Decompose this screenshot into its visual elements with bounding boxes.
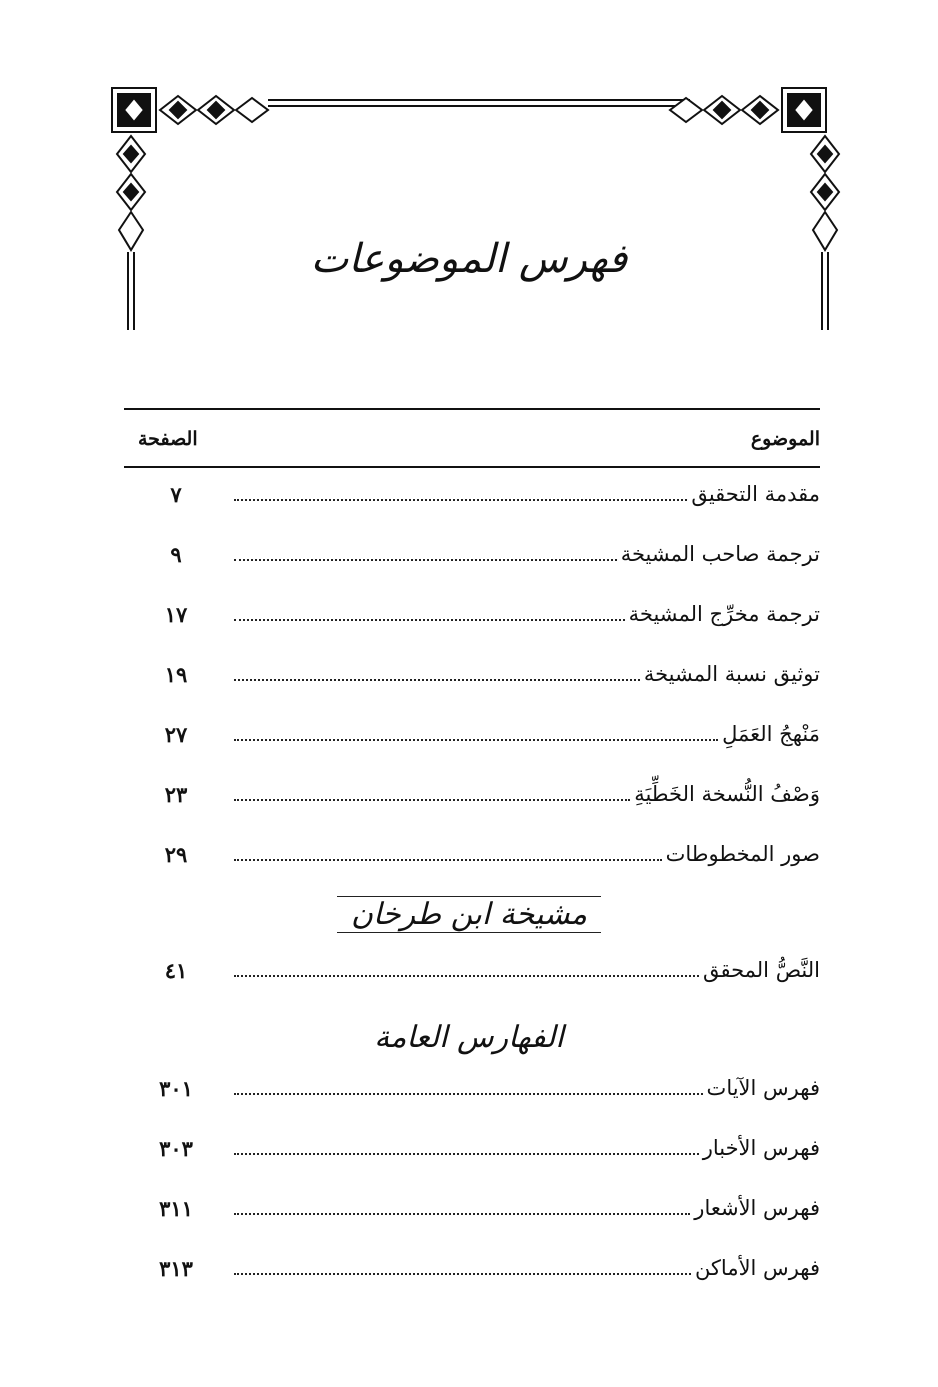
entry-page-number: ٢٧ [164, 722, 188, 747]
entry-page-number: ٤١ [164, 958, 188, 983]
leader-dots [234, 499, 687, 501]
toc-entry[interactable] [124, 602, 820, 636]
entry-page-number: ٢٩ [164, 842, 188, 867]
leader-dots [234, 739, 718, 741]
entry-title: فهرس الأشعار [694, 1196, 820, 1220]
entry-page-number: ٣٠٣ [159, 1136, 193, 1161]
entry-title: توثيق نسبة المشيخة [643, 662, 820, 686]
toc-entry[interactable] [124, 842, 820, 876]
page-column-header: الصفحة [138, 428, 198, 450]
entry-title: النَّصُّ المحقق [702, 958, 820, 982]
leader-dots [234, 559, 617, 561]
leader-dots [234, 1153, 699, 1155]
toc-entry[interactable] [124, 1256, 820, 1290]
ornamental-frame [0, 0, 938, 340]
leader-dots [234, 679, 640, 681]
entry-page-number: ٣٠١ [159, 1076, 193, 1101]
leader-dots [234, 799, 630, 801]
section-heading-general-indexes: الفهارس العامة [374, 1020, 564, 1055]
toc-entry[interactable] [124, 1136, 820, 1170]
header-bottom-rule [124, 466, 820, 468]
entry-page-number: ١٧ [164, 602, 188, 627]
entry-title: مقدمة التحقيق [691, 482, 820, 506]
leader-dots [234, 859, 662, 861]
entry-title: ترجمة صاحب المشيخة [620, 542, 820, 566]
topic-column-header: الموضوع [750, 428, 820, 450]
entry-title: صور المخطوطات [665, 842, 820, 866]
corner-ornament-right-icon [670, 88, 839, 250]
toc-entry[interactable] [124, 722, 820, 756]
leader-dots [234, 1273, 691, 1275]
table-header [124, 428, 820, 462]
entry-page-number: ٢٣ [164, 782, 188, 807]
entry-page-number: ٧ [170, 482, 182, 507]
toc-entry[interactable] [124, 482, 820, 516]
entry-page-number: ٣١٣ [159, 1256, 193, 1281]
entry-page-number: ٩ [170, 542, 182, 567]
entry-page-number: ١٩ [164, 662, 188, 687]
entry-title: فهرس الأماكن [694, 1256, 820, 1280]
section-heading-mashyakha [0, 896, 938, 933]
entry-title: ترجمة مخرِّج المشيخة [628, 602, 820, 626]
entry-title: فهرس الأخبار [702, 1136, 820, 1160]
header-top-rule [124, 408, 820, 410]
toc-entry[interactable] [124, 1196, 820, 1230]
leader-dots [234, 619, 625, 621]
leader-dots [234, 1213, 690, 1215]
entry-title: وَصْفُ النُّسخة الخَطِّيَةِ [634, 782, 820, 806]
section-heading-text: مشيخة ابن طرخان [337, 896, 601, 933]
toc-entry[interactable] [124, 782, 820, 816]
entry-page-number: ٣١١ [159, 1196, 193, 1221]
toc-entry[interactable] [124, 958, 820, 992]
corner-ornament-left-icon [112, 88, 268, 250]
toc-entry[interactable] [124, 542, 820, 576]
toc-entry[interactable] [124, 662, 820, 696]
page-title: فهرس الموضوعات [310, 236, 628, 282]
leader-dots [234, 1093, 703, 1095]
entry-title: فهرس الآيات [706, 1076, 820, 1100]
toc-entry[interactable] [124, 1076, 820, 1110]
entry-title: مَنْهجُ العَمَلِ [722, 722, 820, 746]
leader-dots [234, 975, 699, 977]
